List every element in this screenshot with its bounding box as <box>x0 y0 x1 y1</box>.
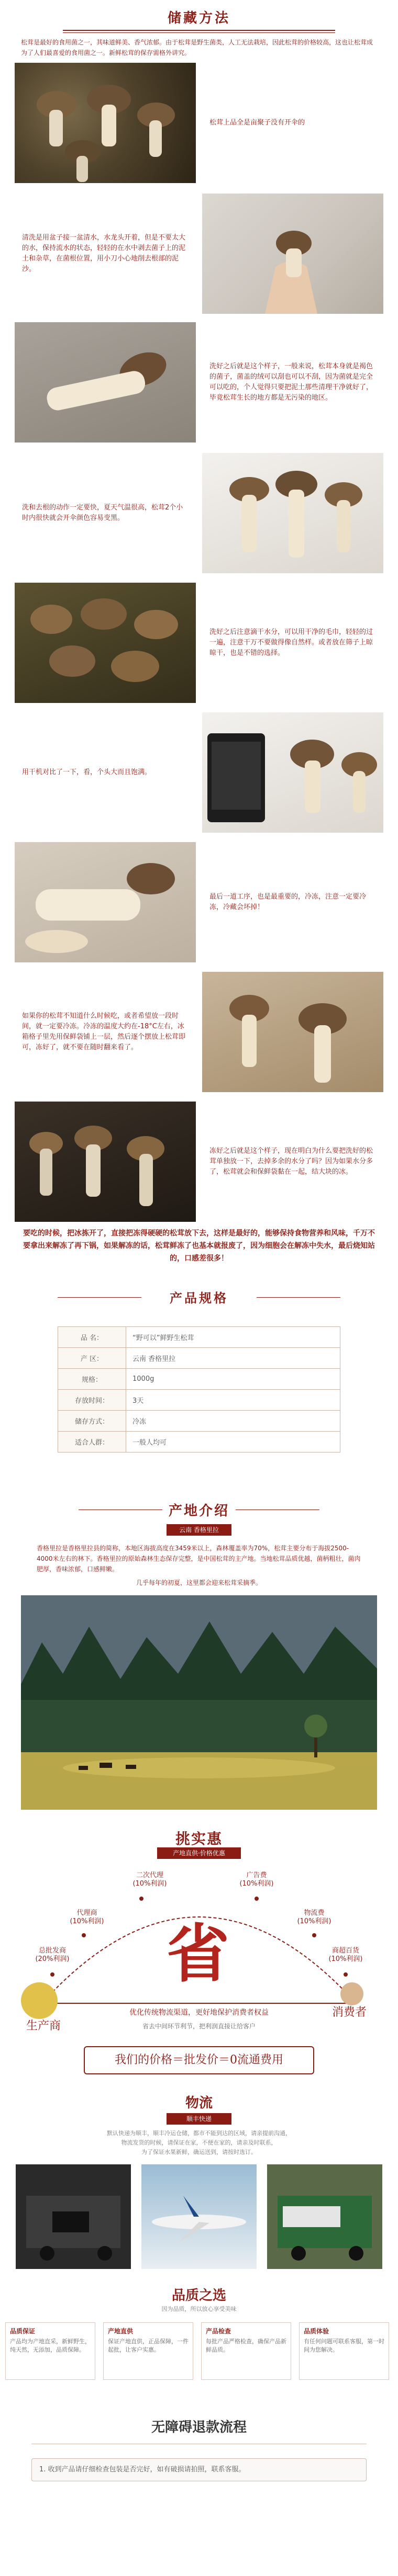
logistics-text-1: 默认快递为顺丰，顺丰冷运仓储，都市不能到达的区域，请亲提前沟通， <box>107 2130 291 2137</box>
flow-bottom-1: 优化传统物流渠道，更好地保护消费者权益 <box>129 2008 269 2017</box>
spec-row-size <box>58 1369 340 1390</box>
origin-badge: 云南 香格里拉 <box>167 1524 231 1536</box>
quality-card-text: 保证产地直供，正品保障，一件起批，让客户实惠。 <box>108 2338 189 2353</box>
flow-producer: 生产商 <box>26 2019 61 2033</box>
logistics-title: 物流 <box>185 2095 213 2111</box>
flow-label: 物流费 <box>304 1909 325 1917</box>
discount-sub-badge: 产地直供·价格优惠 <box>157 1847 241 1859</box>
refund-title: 无障碍退款流程 <box>151 2420 247 2435</box>
airplane-photo <box>141 2164 257 2269</box>
price-formula-box: 我们的价格＝批发价＝0流通费用 <box>84 2046 314 2074</box>
discount-title: 挑实惠 <box>175 1830 223 1847</box>
flow-label: 商超百货 <box>331 1947 359 1955</box>
quality-card-text: 产品均为产地直采，新鲜野生，纯天然，无添加，品质保障。 <box>10 2338 91 2353</box>
spec-key: 存放时间： <box>58 1390 126 1411</box>
flow-ad-fee <box>225 1871 288 1888</box>
mushroom-pile-photo <box>15 583 196 703</box>
quality-card-heading: 品质保证 <box>10 2328 36 2335</box>
spec-key: 产 区： <box>58 1348 126 1369</box>
quality-card-4 <box>299 2322 389 2380</box>
flow-sub: (10%利润) <box>328 1955 363 1963</box>
flow-label: 总批发商 <box>38 1947 66 1955</box>
quality-card-text: 每批产品严格检查，确保产品新鲜品质。 <box>206 2338 286 2353</box>
storage-text-9: 冻好之后就是这个样子，现在明白为什么要把洗好的松茸单独放一下，去掉多余的水分了吗？因为如果水分多了，松茸就会和保鲜袋黏在一起，结大块的冰。 <box>209 1147 373 1176</box>
storage-text-4: 洗和去根的动作一定要快，夏天气温很高，松茸2个小时内很快就会开伞颜色容易变黑。 <box>22 504 183 522</box>
spec-value: 一般人均可 <box>126 1432 340 1452</box>
fruit-tree-icon <box>21 1982 58 2019</box>
spec-value: 3天 <box>126 1390 340 1411</box>
spec-row-origin <box>58 1348 340 1369</box>
flow-retailer <box>314 1947 377 1964</box>
quality-card-text: 有任何问题可联系客服，第一时间为您解决。 <box>304 2338 384 2353</box>
origin-text: 香格里拉是香格里拉县的简称，本地区海拔高度在3459米以上，森林覆盖率为70%，松茸主要分布于海拔2500-4000米左右的林下。香格里拉的原始森林生态保存完整，是中国松茸的主产地。当地松茸品质优越，菌柄粗壮，菌肉肥厚，香味浓郁，口感鲜嫩。 <box>37 1545 361 1573</box>
storage-text-6: 用干机对比了一下，看，个头大而且饱满。 <box>22 768 152 776</box>
save-big-character: 省 <box>167 1917 229 1991</box>
storage-final-note: 要吃的时候，把冰拣开了，直接把冻得硬硬的松茸放下去，这样是最好的，能够保持食物营养和风味，千万不要拿出来解冻了再下锅，如果解冻的话，松茸鲜冻了也基本就报废了，因为细胞会在解冻中失水，最后烧知站的，口感差很多！ <box>23 1229 375 1263</box>
spec-key: 适合人群： <box>58 1432 126 1452</box>
spec-title: 产品规格 <box>170 1290 228 1306</box>
spec-value: 云南 香格里拉 <box>126 1348 340 1369</box>
spec-row-storage <box>58 1411 340 1432</box>
quality-card-heading: 产地直供 <box>108 2328 134 2335</box>
quality-card-3 <box>201 2322 291 2380</box>
quality-card-2 <box>103 2322 193 2380</box>
spec-row-audience <box>58 1432 340 1452</box>
storage-text-2: 清洗是用盆子接一盆清水，水龙头开着，但是不要太大的水，保持流水的状态，轻轻的在水中剥去菌子上的泥土和杂草，在菌根位置，用小刀小心地削去根部的泥沙。 <box>22 234 186 273</box>
storage-title: 储藏方法 <box>167 10 230 26</box>
logistics-badge: 顺丰快递 <box>167 2113 231 2125</box>
storage-text-1: 松茸上品全是亩聚子没有开伞的 <box>209 119 305 127</box>
flow-second-agent <box>118 1871 181 1888</box>
consumer-avatar-icon <box>340 1982 363 2005</box>
quality-card-1 <box>5 2322 95 2380</box>
mushroom-group-photo <box>202 453 383 573</box>
spec-row-name <box>58 1327 340 1348</box>
flow-label: 代理商 <box>76 1909 97 1917</box>
flow-sub: (10%利润) <box>239 1880 274 1888</box>
storage-intro: 松茸是最好的食用菌之一，其味道鲜美、香气浓郁。由于松茸是野生菌类，人工无法栽培，因此松茸的价格较高，这也让松茸成为了人们最喜爱的食用菌之一。新鲜松茸的保存需格外讲究。 <box>21 39 373 56</box>
mushroom-basket-photo <box>15 63 196 183</box>
sf-express-truck-photo <box>16 2164 131 2269</box>
mushroom-frozen-photo <box>202 972 383 1092</box>
logistics-text-2: 物流发货的时候，请保证在家，不便在家的，请亲及时联系， <box>121 2139 277 2146</box>
spec-key: 储存方式： <box>58 1411 126 1432</box>
storage-header <box>0 0 398 58</box>
spec-table <box>58 1326 340 1452</box>
origin-text-2: 几乎每年的初夏，这里都会迎来松茸采摘季。 <box>136 1579 262 1586</box>
sliced-mushroom-photo <box>15 842 196 962</box>
storage-row-6 <box>15 712 383 833</box>
quality-card-heading: 产品检查 <box>206 2328 231 2335</box>
spec-key: 品 名： <box>58 1327 126 1348</box>
quality-subtitle: 因为品质，所以放心享受美味 <box>161 2306 237 2312</box>
flow-logistics-fee <box>283 1909 346 1926</box>
storage-row-9 <box>15 1102 383 1222</box>
spec-value: 冷冻 <box>126 1411 340 1432</box>
storage-row-3 <box>15 322 383 442</box>
storage-text-7: 最后一道工序，也是最重要的，冷冻，注意一定要冷冻，冷藏会坏掉！ <box>209 893 367 911</box>
spec-row-shelf-life <box>58 1390 340 1411</box>
flow-wholesaler <box>21 1947 84 1964</box>
flow-sub: (10%利润) <box>132 1880 167 1888</box>
origin-title: 产地介绍 <box>168 1503 229 1519</box>
frozen-mushroom-photo <box>15 1102 196 1222</box>
refund-step-1: 1. 收到产品请仔细检查包装是否完好，如有破损请拍照，联系客服。 <box>31 2458 367 2481</box>
china-post-truck-photo <box>267 2164 382 2269</box>
flow-sub: (10%利润) <box>297 1917 331 1925</box>
flow-sub: (20%利润) <box>35 1955 70 1963</box>
flow-bottom-2: 省去中间环节利节，把利润直接让给客户 <box>142 2023 256 2030</box>
flow-agent <box>56 1909 118 1926</box>
hand-holding-mushroom-photo <box>202 194 383 314</box>
quality-card-heading: 品质体验 <box>304 2328 329 2335</box>
title-ornament <box>63 30 335 33</box>
phone-size-compare-photo <box>202 712 383 833</box>
cleaned-mushroom-photo <box>15 322 196 442</box>
storage-text-3: 洗好之后就是这个样子，一般来说，松茸本身就是褐色的菌子，菌盖的绒可以刮也可以不刮，因为菌就是完全可以吃的，个人觉得只要把泥土那些清理干净就好了，毕竟松茸生长的地方都是无污染的地区。 <box>209 362 373 402</box>
shangri-la-landscape-photo <box>21 1595 377 1810</box>
storage-row-1 <box>15 63 383 183</box>
storage-text-8: 如果你的松茸不知道什么时候吃，或者希望放一段时间，就一定要冷冻。冷冻的温度大约在-18°C左右，冰箱格子里先用保鲜袋铺上一层，然后逐个摆放上松茸即可，冻好了，就不要在随时翻来看了。 <box>22 1012 186 1051</box>
storage-row-2 <box>15 194 383 314</box>
flow-label: 广告费 <box>246 1871 267 1879</box>
spec-value: “野可以”鲜野生松茸 <box>126 1327 340 1348</box>
flow-consumer: 消费者 <box>331 2006 367 2019</box>
flow-sub: (10%利润) <box>70 1917 104 1925</box>
spec-key: 规格： <box>58 1369 126 1390</box>
storage-row-5 <box>15 583 383 703</box>
flow-label: 二次代理 <box>136 1871 163 1879</box>
quality-title: 品质之选 <box>171 2288 226 2303</box>
storage-row-4 <box>15 453 383 573</box>
logistics-text-3: 为了保证水果新鲜，确运送到，请按时选订。 <box>141 2149 257 2155</box>
spec-value: 1000g <box>126 1369 340 1390</box>
storage-text-5: 洗好之后注意滴干水分，可以用干净的毛巾，轻轻的过一遍，注意干万不要做得像自然样。或者放在筛子上晾晾干，也是不错的选择。 <box>209 628 373 657</box>
storage-row-8 <box>15 972 383 1092</box>
storage-row-7 <box>15 842 383 962</box>
